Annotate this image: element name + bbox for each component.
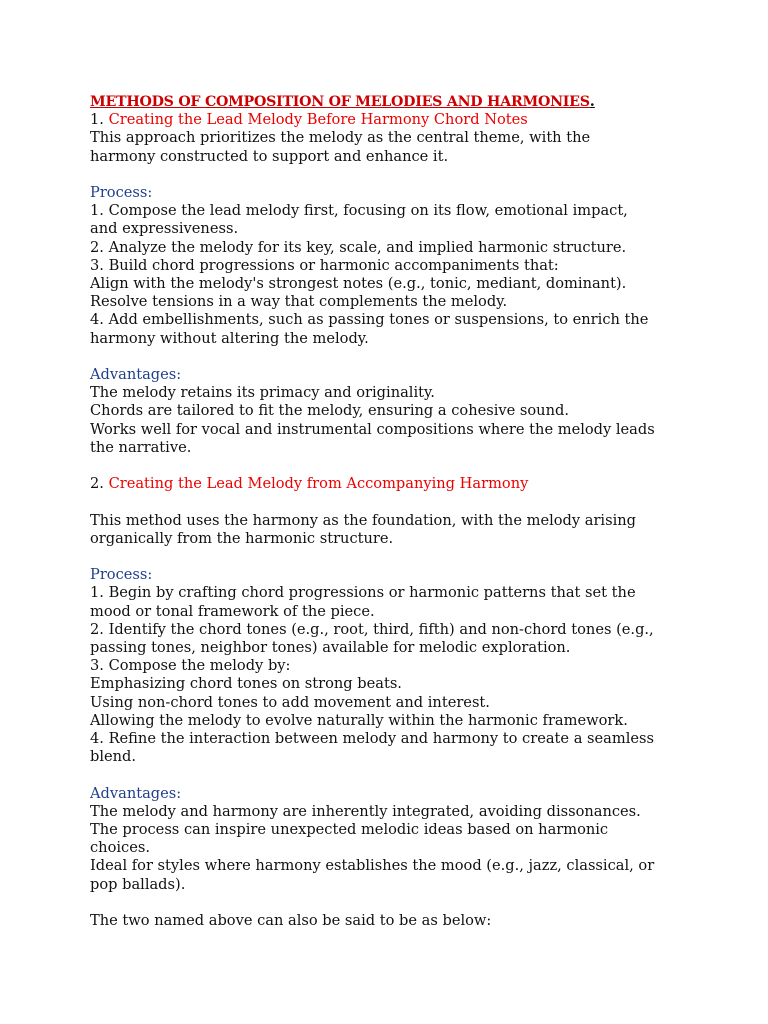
spacer: [90, 166, 680, 184]
section-2-advantages-label: Advantages:: [90, 784, 182, 802]
section-1-process-line: and expressiveness.: [90, 220, 239, 238]
section-2-advantage-line: The process can inspire unexpected melodic ideas based on harmonic: [90, 821, 609, 839]
closing-line: The two named above can also be said to be as below:: [90, 912, 492, 930]
section-1-process-label: Process:: [90, 184, 153, 201]
section-1-advantage-line: the narrative.: [90, 438, 192, 456]
section-2-number: 2.: [90, 475, 104, 493]
title-text: METHODS OF COMPOSITION OF MELODIES AND HARMONIES: [90, 94, 590, 110]
spacer: [90, 766, 680, 784]
spacer: [90, 457, 680, 475]
title-period: .: [589, 93, 595, 110]
section-1-process-line: 1. Compose the lead melody first, focusing on its flow, emotional impact,: [90, 202, 628, 220]
section-2-process-line: passing tones, neighbor tones) available for melodic exploration.: [90, 639, 571, 657]
spacer: [90, 493, 680, 511]
spacer: [90, 548, 680, 566]
section-2-process-line: Using non-chord tones to add movement and interest.: [90, 693, 490, 711]
section-2-heading: [90, 475, 680, 493]
section-2-process-line: 2. Identify the chord tones (e.g., root, third, fifth) and non-chord tones (e.g.,: [90, 620, 654, 638]
section-2-process-line: 4. Refine the interaction between melody and harmony to create a seamless: [90, 730, 654, 748]
section-2-intro-line: This method uses the harmony as the foundation, with the melody arising: [90, 511, 636, 529]
document-page: [90, 93, 680, 930]
section-1-number: 1.: [90, 111, 104, 129]
section-1-advantages-label: Advantages:: [90, 366, 182, 384]
section-1-intro-line: This approach prioritizes the melody as the central theme, with the: [90, 129, 591, 147]
section-1-heading: [90, 111, 680, 129]
section-2-advantage-line: pop ballads).: [90, 875, 186, 893]
section-1-intro-line: harmony constructed to support and enhance it.: [90, 147, 449, 165]
section-2-process-line: mood or tonal framework of the piece.: [90, 602, 375, 620]
section-2-intro-line: organically from the harmonic structure.: [90, 529, 394, 547]
section-2-process-line: 1. Begin by crafting chord progressions or harmonic patterns that set the: [90, 584, 636, 602]
section-1-process-line: Resolve tensions in a way that complements the melody.: [90, 293, 508, 311]
section-2-process-line: 3. Compose the melody by:: [90, 657, 291, 675]
section-2-process-line: Allowing the melody to evolve naturally within the harmonic framework.: [90, 711, 628, 729]
section-2-process-line: Emphasizing chord tones on strong beats.: [90, 675, 402, 693]
spacer: [90, 348, 680, 366]
section-2-process-line: blend.: [90, 748, 137, 766]
section-1-advantage-line: Works well for vocal and instrumental compositions where the melody leads: [90, 420, 655, 438]
section-2-process-label: Process:: [90, 566, 153, 584]
section-2-advantage-line: Ideal for styles where harmony establishes the mood (e.g., jazz, classical, or: [90, 857, 655, 875]
section-1-advantage-line: The melody retains its primacy and originality.: [90, 384, 435, 402]
document-title: [90, 93, 680, 111]
section-1-process-line: 4. Add embellishments, such as passing tones or suspensions, to enrich the: [90, 311, 649, 329]
section-2-advantage-line: The melody and harmony are inherently integrated, avoiding dissonances.: [90, 802, 641, 820]
section-1-process-line: harmony without altering the melody.: [90, 329, 369, 347]
section-1-process-line: 3. Build chord progressions or harmonic accompaniments that:: [90, 256, 559, 274]
section-2-advantage-line: choices.: [90, 839, 150, 857]
section-1-title: Creating the Lead Melody Before Harmony Chord Notes: [108, 111, 528, 129]
spacer: [90, 894, 680, 912]
section-1-process-line: Align with the melody's strongest notes (e.g., tonic, mediant, dominant).: [90, 275, 627, 293]
section-2-title: Creating the Lead Melody from Accompanying Harmony: [108, 475, 529, 493]
section-1-process-line: 2. Analyze the melody for its key, scale, and implied harmonic structure.: [90, 238, 627, 256]
section-1-advantage-line: Chords are tailored to fit the melody, ensuring a cohesive sound.: [90, 402, 569, 420]
